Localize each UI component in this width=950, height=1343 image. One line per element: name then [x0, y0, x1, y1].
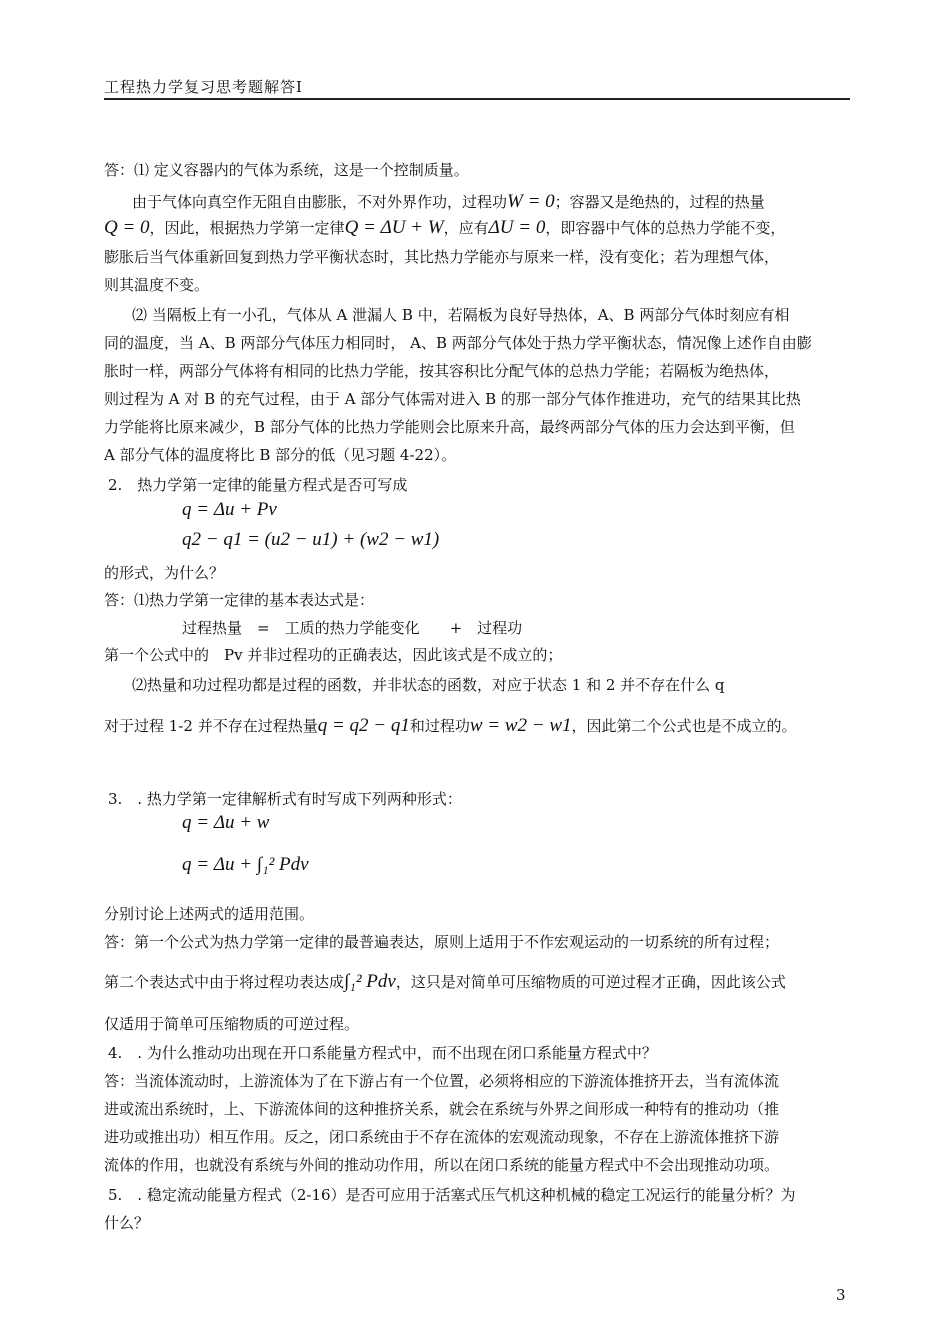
question-2-tail: 的形式，为什么？ — [104, 564, 225, 582]
answer-4-line-3: 进功或推出功）相互作用。反之，闭口系统由于不存在流体的宏观流动现象，不存在上游流体推挤下游 — [104, 1128, 780, 1146]
question-5-line-1: 5. . 稳定流动能量方程式（2-16）是否可应用于活塞式压气机这种机械的稳定工况运行的能量分析？为 — [108, 1186, 796, 1204]
answer-1-line-2: 由于气体向真空作无阻自由膨胀，不对外界作功，过程功W = 0；容器又是绝热的，过程的热量 — [132, 191, 765, 212]
answer-2-line-2: 过程热量 = 工质的热力学能变化 + 过程功 — [182, 619, 523, 637]
question-5-line-2: 什么？ — [104, 1214, 150, 1232]
equation-q-du-integral: q = Δu + ∫₁² Pdv — [182, 854, 309, 875]
question-4: 4. . 为什么推动功出现在开口系能量方程式中，而不出现在闭口系能量方程式中？ — [108, 1044, 657, 1062]
answer-3-line-2: 第二个表达式中由于将过程功表达成∫₁² Pdv，这只是对简单可压缩物质的可逆过程才正确，因此该公式 — [104, 971, 786, 992]
answer-1-line-3: Q = 0，因此，根据热力学第一定律Q = ΔU + W，应有ΔU = 0，即容器中气体的总热力学能不变， — [104, 217, 786, 238]
answer-1-line-4: 膨胀后当气体重新回复到热力学平衡状态时，其比热力学能亦与原来一样，没有变化；若为理想气体， — [104, 248, 780, 266]
answer-1-line-7: 同的温度，当 A、B 两部分气体压力相同时， A、B 两部分气体处于热力学平衡状态，情况像上述作自由膨 — [104, 334, 812, 352]
answer-1-line-9: 则过程为 A 对 B 的充气过程，由于 A 部分气体需对进入 B 的那一部分气体作推进功，充气的结果其比热 — [104, 390, 801, 408]
answer-1-line-8: 胀时一样，两部分气体将有相同的比热力学能，按其容积比分配气体的总热力学能；若隔板为绝热体， — [104, 362, 780, 380]
answer-4-line-4: 流体的作用，也就没有系统与外间的推动功作用，所以在闭口系统的能量方程式中不会出现推动功项。 — [104, 1156, 780, 1174]
equation-w-zero: W = 0 — [507, 191, 555, 212]
answer-2-line-1: 答：⑴热力学第一定律的基本表达式是： — [104, 591, 375, 609]
answer-4-line-2: 进或流出系统时，上、下游流体间的这种推挤关系，就会在系统与外界之间形成一种特有的推动功（推 — [104, 1100, 780, 1118]
page-number: 3 — [836, 1286, 846, 1304]
answer-2-line-5: 对于过程 1-2 并不存在过程热量q = q2 − q1和过程功w = w2 − w1，因此第二个公式也是不成立的。 — [104, 715, 797, 736]
page-header — [104, 74, 850, 100]
equation-q-zero: Q = 0 — [104, 217, 150, 238]
equation-integral-pdv: ∫₁² Pdv — [344, 971, 396, 992]
header-title: 工程热力学复习思考题解答Ⅰ — [104, 78, 303, 96]
question-3-tail: 分别讨论上述两式的适用范围。 — [104, 905, 315, 923]
answer-1-line-1: 答：⑴ 定义容器内的气体为系统，这是一个控制质量。 — [104, 161, 469, 179]
equation-q-du-w: q = Δu + w — [182, 812, 270, 833]
question-3: 3. . 热力学第一定律解析式有时写成下列两种形式： — [108, 790, 462, 808]
answer-4-line-1: 答：当流体流动时，上游流体为了在下游占有一个位置，必须将相应的下游流体推挤开去，当有流体流 — [104, 1072, 780, 1090]
equation-q2-q1: q2 − q1 = (u2 − u1) + (w2 − w1) — [182, 529, 440, 550]
answer-1-line-11: A 部分气体的温度将比 B 部分的低（见习题 4-22）。 — [104, 446, 457, 464]
answer-2-line-4: ⑵热量和功过程功都是过程的函数，并非状态的函数，对应于状态 1 和 2 并不存在什么 q — [132, 676, 725, 694]
equation-first-law: Q = ΔU + W — [344, 217, 444, 238]
equation-du-zero: ΔU = 0 — [488, 217, 546, 238]
answer-2-line-3: 第一个公式中的 Pv 并非过程功的正确表达，因此该式是不成立的； — [104, 646, 563, 664]
answer-1-line-10: 力学能将比原来减少，B 部分气体的比热力学能则会比原来升高，最终两部分气体的压力会达到平衡，但 — [104, 418, 795, 436]
answer-3-line-3: 仅适用于简单可压缩物质的可逆过程。 — [104, 1015, 360, 1033]
equation-q-heat: q = q2 − q1 — [317, 715, 410, 736]
answer-3-line-1: 答：第一个公式为热力学第一定律的最普遍表达，原则上适用于不作宏观运动的一切系统的所有过程； — [104, 933, 780, 951]
equation-w-work: w = w2 − w1 — [469, 715, 572, 736]
question-2: 2. 热力学第一定律的能量方程式是否可写成 — [108, 476, 408, 494]
answer-1-line-5: 则其温度不变。 — [104, 276, 210, 294]
answer-1-line-6: ⑵ 当隔板上有一小孔，气体从 A 泄漏人 B 中，若隔板为良好导热体，A、B 两部分气体时刻应有相 — [132, 306, 790, 324]
equation-q-du-pv: q = Δu + Pv — [182, 499, 277, 520]
